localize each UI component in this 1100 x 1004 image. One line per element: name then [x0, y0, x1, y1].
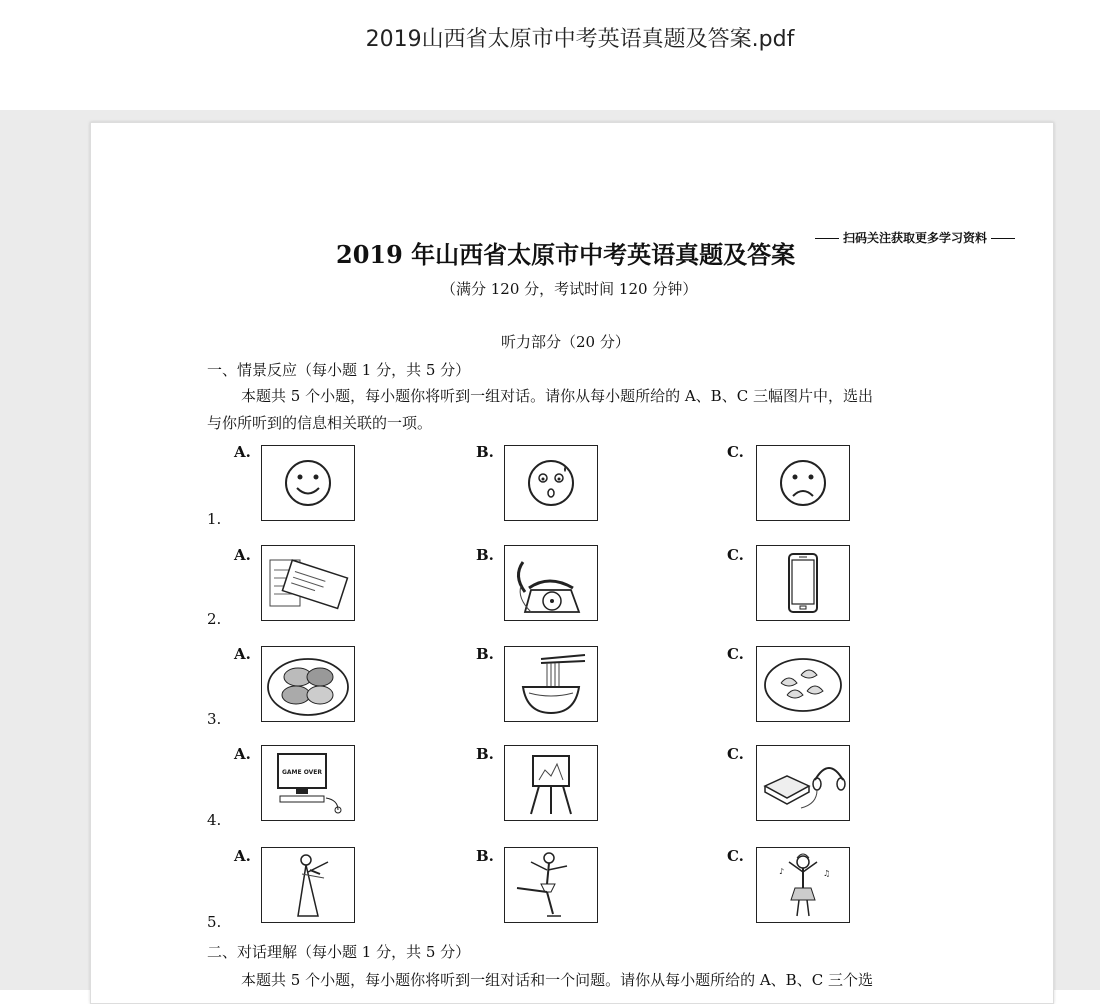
option-picture — [756, 646, 850, 722]
option-picture — [504, 646, 598, 722]
file-title: 2019山西省太原市中考英语真题及答案.pdf — [365, 27, 795, 52]
side-note-text: 扫码关注获取更多学习资料 — [843, 231, 988, 245]
option-picture — [756, 545, 850, 621]
option-label: B. — [476, 847, 494, 865]
question-number: 1. — [207, 510, 222, 528]
option-picture — [756, 745, 850, 821]
option-picture — [261, 445, 355, 521]
game-over-text: GAME OVER — [281, 769, 323, 776]
option-label: C. — [727, 546, 744, 564]
option-picture — [756, 445, 850, 521]
question-number: 5. — [207, 913, 222, 931]
telephone-icon — [505, 546, 597, 620]
option-label: B. — [476, 745, 494, 763]
letter-icon — [262, 546, 354, 620]
section1-heading: 一、情景反应（每小题 1 分，共 5 分） — [207, 361, 471, 379]
svg-text:♫: ♫ — [823, 869, 831, 878]
option-picture — [261, 847, 355, 923]
option-picture — [756, 847, 850, 923]
easel-painting-icon — [505, 746, 597, 820]
document-subtitle: （满分 120 分，考试时间 120 分钟） — [441, 280, 698, 298]
sad-face-icon — [757, 446, 849, 520]
smiling-face-icon — [262, 446, 354, 520]
option-label: C. — [727, 645, 744, 663]
side-note — [811, 229, 1019, 246]
document-title: 2019 年山西省太原市中考英语真题及答案 — [336, 240, 796, 269]
mooncakes-icon — [262, 647, 354, 721]
dancing-girl-icon — [757, 848, 849, 922]
option-label: C. — [727, 745, 744, 763]
option-picture — [261, 545, 355, 621]
section1-instruction: 本题共 5 个小题，每小题你将听到一组对话。请你从每小题所给的 A、B、C 三幅图片中，选出 — [241, 387, 873, 405]
option-label: A. — [234, 745, 251, 763]
question-number: 2. — [207, 610, 222, 628]
option-picture — [261, 646, 355, 722]
pdf-page — [90, 122, 1054, 1004]
computer-game-icon — [262, 746, 354, 820]
section2-heading: 二、对话理解（每小题 1 分，共 5 分） — [207, 943, 471, 961]
viewer-header — [0, 0, 1100, 110]
option-label: B. — [476, 546, 494, 564]
mobile-phone-icon — [757, 546, 849, 620]
dumplings-icon — [757, 647, 849, 721]
option-label: A. — [234, 443, 251, 461]
option-label: A. — [234, 645, 251, 663]
option-label: A. — [234, 546, 251, 564]
question-number: 3. — [207, 710, 222, 728]
question-number: 4. — [207, 811, 222, 829]
option-label: B. — [476, 645, 494, 663]
option-picture — [504, 847, 598, 923]
option-label: C. — [727, 443, 744, 461]
section1-instruction-cont: 与你所听到的信息相关联的一项。 — [207, 414, 433, 432]
option-label: C. — [727, 847, 744, 865]
listening-heading: 听力部分（20 分） — [501, 333, 630, 351]
section2-instruction: 本题共 5 个小题，每小题你将听到一组对话和一个问题。请你从每小题所给的 A、B、C 三个选 — [241, 971, 873, 989]
worried-face-icon — [505, 446, 597, 520]
skater-icon — [505, 848, 597, 922]
noodles-icon — [505, 647, 597, 721]
option-picture — [504, 445, 598, 521]
option-picture — [504, 745, 598, 821]
violinist-icon — [262, 848, 354, 922]
svg-text:♪: ♪ — [779, 867, 785, 876]
option-label: B. — [476, 443, 494, 461]
document-viewer[interactable] — [0, 110, 1100, 990]
option-picture — [504, 545, 598, 621]
book-headphones-icon — [757, 746, 849, 820]
option-label: A. — [234, 847, 251, 865]
option-picture — [261, 745, 355, 821]
